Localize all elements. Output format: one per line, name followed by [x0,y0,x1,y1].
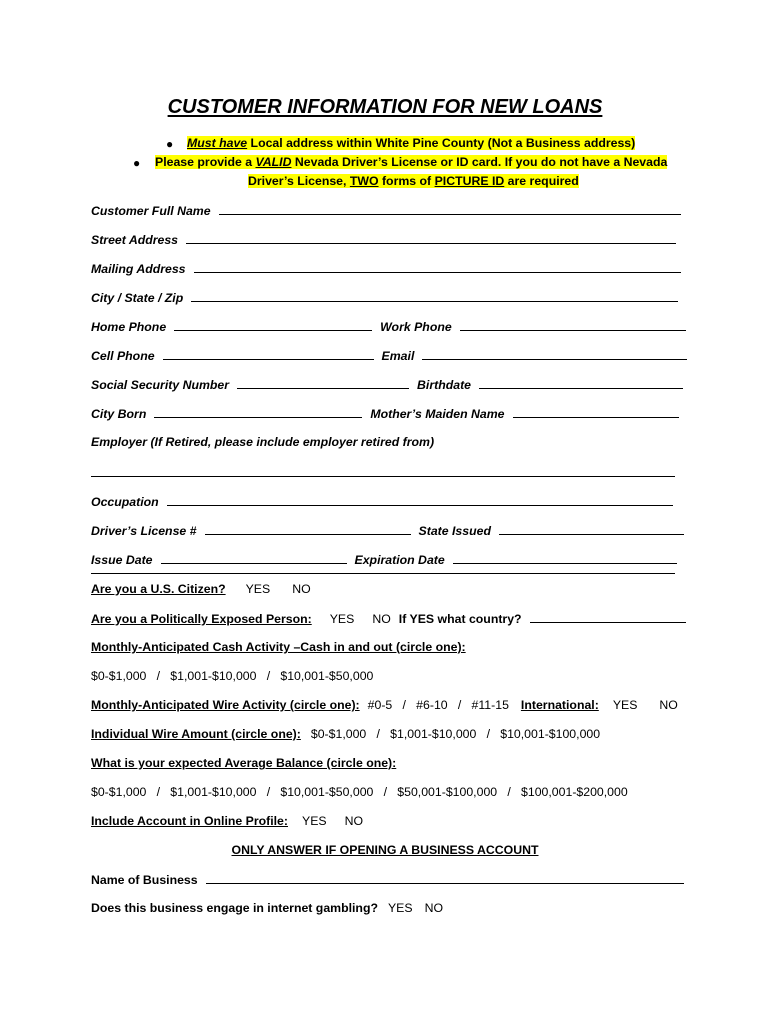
wire-activity-row: Monthly-Anticipated Wire Activity (circle one): #0-5 / #6-10 / #11-15 International: YES NO [91,698,678,712]
full-name-row: Customer Full Name [91,203,681,218]
gambling-yes[interactable]: YES [387,901,413,915]
form-title: CUSTOMER INFORMATION FOR NEW LOANS [167,96,603,118]
cell-phone-field[interactable] [163,348,374,360]
notice-id-line2: Driver’s License, TWO forms of PICTURE ID are required [248,174,579,188]
avg-balance-options[interactable]: $0-$1,000 / $1,001-$10,000 / $10,001-$50,000 / $50,001-$100,000 / $100,001-$200,000 [91,785,628,799]
cell-email-row: Cell Phone Email [91,348,687,363]
citizen-yes[interactable]: YES [245,582,271,596]
international-yes[interactable]: YES [612,698,638,712]
license-row: Driver’s License # State Issued [91,523,684,538]
city-field[interactable] [191,290,678,302]
maiden-name-field[interactable] [513,406,679,418]
occupation-field[interactable] [167,494,673,506]
bullet-icon: ● [133,156,141,170]
employer-field[interactable] [91,476,675,477]
pep-row: Are you a Politically Exposed Person: YES NO If YES what country? [91,611,686,626]
occupation-row: Occupation [91,494,673,509]
street-field[interactable] [186,232,676,244]
home-phone-field[interactable] [174,319,372,331]
pep-yes[interactable]: YES [329,612,355,626]
citizen-no[interactable]: NO [292,582,311,596]
gambling-row: Does this business engage in internet gambling? YES NO [91,901,444,915]
citizen-row: Are you a U.S. Citizen? YES NO [91,582,311,596]
cash-activity-label: Monthly-Anticipated Cash Activity –Cash in and out (circle one): [91,640,466,654]
issue-date-field[interactable] [161,552,347,564]
business-name-row: Name of Business [91,872,684,887]
dates-row: Issue Date Expiration Date [91,552,677,567]
birthdate-field[interactable] [479,377,683,389]
cash-activity-options[interactable]: $0-$1,000 / $1,001-$10,000 / $10,001-$50,000 [91,669,374,683]
avg-balance-label: What is your expected Average Balance (circle one): [91,756,397,770]
employer-label: Employer (If Retired, please include employer retired from) [91,435,435,449]
online-profile-row: Include Account in Online Profile: YES NO [91,814,364,828]
notice-local-address: Must have Local address within White Pine County (Not a Business address) [187,136,636,150]
expiration-field[interactable] [453,552,677,564]
phone-row: Home Phone Work Phone [91,319,686,334]
wire-amount-row: Individual Wire Amount (circle one): $0-$1,000 / $1,001-$10,000 / $10,001-$100,000 [91,727,601,741]
gambling-no[interactable]: NO [424,901,444,915]
business-name-field[interactable] [206,872,684,884]
mailing-row: Mailing Address [91,261,681,276]
online-profile-yes[interactable]: YES [302,814,327,828]
state-issued-field[interactable] [499,523,684,535]
email-field[interactable] [422,348,687,360]
pep-no[interactable]: NO [372,612,391,626]
wire-amount-options[interactable]: $0-$1,000 / $1,001-$10,000 / $10,001-$100,000 [310,727,601,741]
street-row: Street Address [91,232,676,247]
city-born-row: City Born Mother’s Maiden Name [91,406,679,421]
ssn-row: Social Security Number Birthdate [91,377,683,392]
business-heading: ONLY ANSWER IF OPENING A BUSINESS ACCOUNT [231,843,539,857]
city-born-field[interactable] [154,406,362,418]
wire-activity-options[interactable]: #0-5 / #6-10 / #11-15 [367,698,509,712]
section-divider [91,573,675,574]
work-phone-field[interactable] [460,319,686,331]
bullet-icon: ● [166,137,174,151]
license-field[interactable] [205,523,411,535]
international-no[interactable]: NO [659,698,678,712]
pep-country-field[interactable] [530,611,686,623]
online-profile-no[interactable]: NO [344,814,364,828]
ssn-field[interactable] [237,377,409,389]
notice-id-line1: Please provide a VALID Nevada Driver’s License or ID card. If you do not have a Nevada [155,155,668,169]
mailing-field[interactable] [194,261,681,273]
full-name-field[interactable] [219,203,681,215]
city-row: City / State / Zip [91,290,678,305]
